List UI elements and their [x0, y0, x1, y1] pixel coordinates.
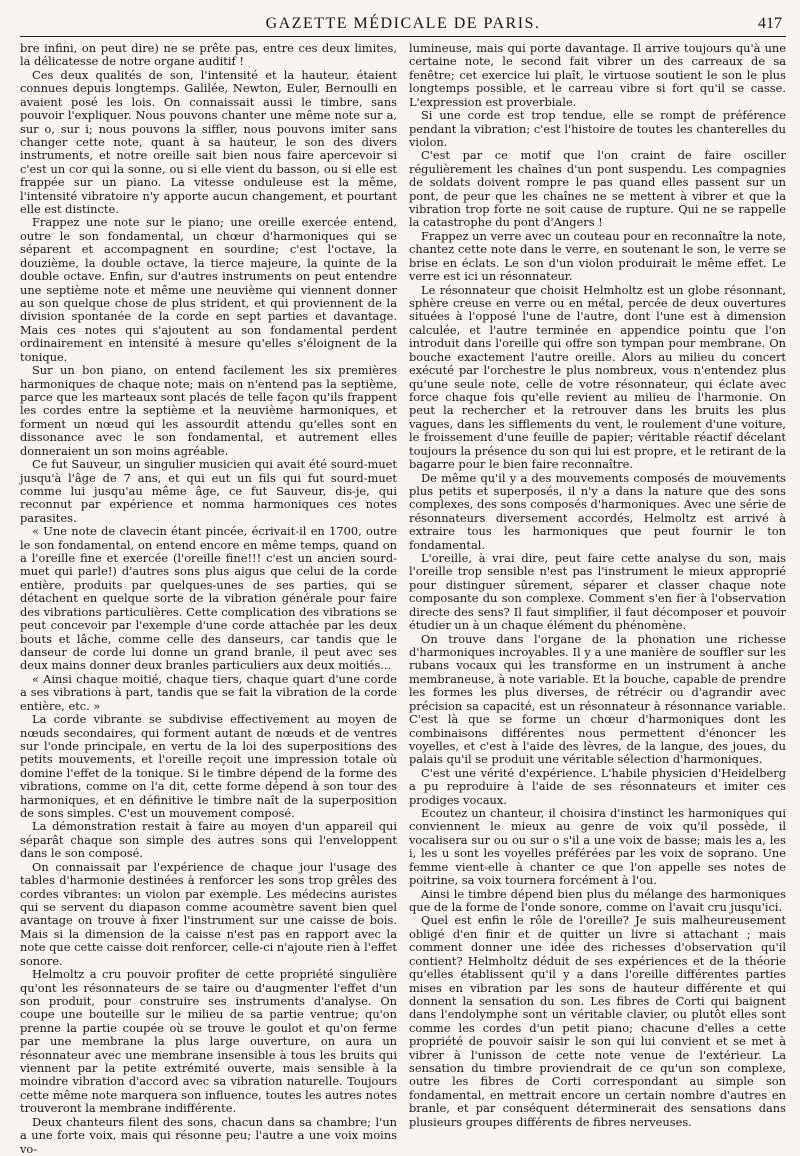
paragraph: « Ainsi chaque moitié, chaque tiers, chaque quart d'une corde a ses vibrations à part, tandis que se fait la vibration de la corde entière, etc. » [20, 671, 397, 713]
paragraph: C'est par ce motif que l'on craint de faire osciller régulièrement les chaînes d'un pont suspendu. Les compagnies de soldats doivent rompre le pas quand elles passent sur un pont, de peur que les chaînes ne se mettent à vibrer et que la vibration trop forte ne soit cause de rupture. Qui ne se rappelle la catastrophe du pont d'Angers ! [409, 148, 786, 230]
left-column [20, 41, 397, 1156]
paragraph: Ce fut Sauveur, un singulier musicien qui avait été sourd-muet jusqu'à l'âge de 7 ans, et qui eut un fils qui fut sourd-muet comme lui jusqu'au même âge, ce fut Sauveur, dis-je, qui reconnut par expérience et nomma harmoniques ces notes parasites. [20, 457, 397, 525]
page-number: 417 [758, 15, 782, 32]
paragraph: Ecoutez un chanteur, il choisira d'instinct les harmoniques qui conviennent le mieux au genre de voix qu'il possède, il vocalisera sur ou ou sur o s'il a une voix de basse; mais les a, les i, les u sont les voyelles préférées par les voix de soprano. Une femme vient-elle à chanter ce que l'on appelle ses notes de poitrine, sa voix tournera forcément à l'ou. [409, 806, 786, 888]
paragraph: L'oreille, à vrai dire, peut faire cette analyse du son, mais l'oreille trop sensible n'est pas l'instrument le mieux approprié pour distinguer sûrement, séparer et classer chaque note composante du son complexe. Comment s'en fier à l'observation directe des sens? Il faut simplifier, il faut décomposer et pouvoir étudier un à un chaque élément du phénomène. [409, 551, 786, 633]
paragraph: Ces deux qualités de son, l'intensité et la hauteur, étaient connues depuis longtemps. Galilée, Newton, Euler, Bernoulli en avaient posé les lois. On connaissait aussi le timbre, sans pouvoir l'expliquer. Nous pouvons chanter une même note sur a, sur o, sur i; nous pouvons la siffler, nous pouvons imiter sans changer cette note, quant à sa hauteur, le son des divers instruments, et notre oreille sait bien nous faire apercevoir si c'est un cor qui la sonne, ou si elle vient du basson, ou si elle est frappée sur un piano. La vitesse onduleuse est la même, l'intensité vibratoire n'y apporte aucun changement, et pourtant elle est distincte. [20, 67, 397, 217]
paragraph: Quel est enfin le rôle de l'oreille? Je suis malheureusement obligé d'en finir et de quitter un livre si attachant ; mais comment donner une idée des richesses d'observation qu'il contient? Helmholtz déduit de ses expériences et de la théorie qu'elles établissent qu'il y a dans l'oreille différentes parties mises en vibration par les sons de hauteur différente et qui donnent la sensation du son. Les fibres de Corti qui baignent dans l'endolymphe sont un véritable clavier, ou plutôt elles sont comme les cordes d'un petit piano; chacune d'elles a cette propriété de pouvoir saisir le son qui lui convient et se met à vibrer à l'unisson de cette note venue de l'extérieur. La sensation du timbre proviendrait de ce qu'un son complexe, outre les fibres de Corti correspondant au simple son fondamental, en mettrait encore un certain nombre d'autres en branle, et par conséquent déterminerait des sensations dans plusieurs groupes différents de fibres nerveuses. [409, 913, 786, 1129]
paragraph: Le résonnateur que choisit Helmholtz est un globe résonnant, sphère creuse en verre ou en métal, percée de deux ouvertures situées à l'opposé l'une de l'autre, dont l'une est à dimension calculée, et l'autre terminée en appendice pointu que l'on introduit dans l'oreille qui offre son tympan pour membrane. On bouche exactement l'autre oreille. Alors au milieu du concert exécuté par l'orchestre le plus nombreux, vous n'entendez plus qu'une seule note, celle de votre résonnateur, qui éclate avec force chaque fois qu'elle revient au milieu de l'harmonie. On peut la rechercher et la retrouver dans les bruits les plus vagues, dans les sifflements du vent, le roulement d'une voiture, le froissement d'une feuille de papier; véritable réactif décelant toujours la présence du son qui lui est propre, et le retirant de la bagarre pour le bien faire reconnaître. [409, 282, 786, 472]
paragraph: bre infini, on peut dire) ne se prête pas, entre ces deux limites, la délicatesse de notre organe auditif ! [20, 41, 397, 69]
paragraph: La corde vibrante se subdivise effectivement au moyen de nœuds secondaires, qui forment autant de nœuds et de ventres sur l'onde principale, en vertu de la loi des superpositions des petits mouvements, et l'oreille reçoit une impression totale où domine l'effet de la tonique. Si le timbre dépend de la forme des vibrations, comme on l'a dit, cette forme dépend à son tour des harmoniques, et en définitive le timbre naît de la superposition de sons simples. C'est un mouvement composé. [20, 712, 397, 821]
page-header [20, 14, 786, 37]
paragraph: La démonstration restait à faire au moyen d'un appareil qui séparât chaque son simple des autres sons qui l'enveloppent dans le son composé. [20, 819, 397, 861]
journal-title: GAZETTE MÉDICALE DE PARIS. [265, 15, 541, 32]
paragraph: Deux chanteurs filent des sons, chacun dans sa chambre; l'un a une forte voix, mais qui résonne peu; l'autre a une voix moins vo- [20, 1114, 397, 1156]
paragraph: Frappez un verre avec un couteau pour en reconnaître la note, chantez cette note dans le verre, en soutenant le son, le verre se brise en éclats. Le son d'un violon produirait le même effet. Le verre est ici un résonnateur. [409, 228, 786, 284]
paragraph: Si une corde est trop tendue, elle se rompt de préférence pendant la vibration; c'est l'histoire de toutes les chanterelles du violon. [409, 108, 786, 149]
right-column [409, 41, 786, 1129]
paragraph: De même qu'il y a des mouvements composés de mouvements plus petits et superposés, il n'y a dans la nature que des sons complexes, des sons composés d'harmoniques. Avec une série de résonnateurs diversement accordés, Helmoltz est arrivé à extraire tous les harmoniques que peut fournir le ton fondamental. [409, 470, 786, 552]
paragraph: On trouve dans l'organe de la phonation une richesse d'harmoniques incroyables. Il y a une manière de souffler sur les rubans vocaux qui les transforme en un instrument à anche membraneuse, à note variable. Et la bouche, capable de prendre les formes les plus diverses, de rétrécir ou d'agrandir avec précision sa capacité, est un résonnateur à résonnance variable. C'est là que se forme un chœur d'harmoniques dont les combinaisons différentes nous permettent d'énoncer les voyelles, et c'est à l'aide des lèvres, de la langue, des joues, du palais qu'il se produit une véritable sélection d'harmoniques. [409, 631, 786, 767]
text-columns [20, 41, 786, 1156]
paragraph: C'est une vérité d'expérience. L'habile physicien d'Heidelberg a pu reproduire à l'aide de ses résonnateurs et imiter ces prodiges vocaux. [409, 765, 786, 807]
paragraph: « Une note de clavecin étant pincée, écrivait-il en 1700, outre le son fondamental, on entend encore en même temps, quand on a l'oreille fine et exercée (l'oreille fine!!! c'est un ancien sourd-muet qui parle!) d'autres sons plus aigus que celui de la corde entière, produits par quelques-unes de ses parties, qui se détachent en quelque sorte de la vibration générale pour faire des vibrations particulières. Cette complication des vibrations se peut concevoir par l'exemple d'une corde attachée par les deux bouts et lâche, comme celle des danseurs, car tandis que le danseur de corde lui donne un grand branle, il peut avec ses deux mains donner deux branles particuliers aux deux moitiés... [20, 524, 397, 673]
paragraph: Helmoltz a cru pouvoir profiter de cette propriété singulière qu'ont les résonnateurs de se taire ou d'augmenter l'effet d'un son produit, pour construire ses instruments d'analyse. On coupe une bouteille sur le milieu de sa partie ventrue; qu'on prenne la partie coupée où se trouve le goulot et qu'on ferme par une membrane la plus large ouverture, on aura un résonnateur avec une membrane insensible à tous les bruits qui viennent par la petite extrémité ouverte, mais sensible à la moindre vibration d'accord avec sa vibration naturelle. Toujours cette même note marquera son influence, toutes les autres notes trouveront la membrane indifférente. [20, 967, 397, 1116]
paragraph: On connaissait par l'expérience de chaque jour l'usage des tables d'harmonie destinées à renforcer les sons trop grêles des cordes vibrantes: un violon par exemple. Les médecins auristes qui se servent du diapason comme acoumètre savent bien quel avantage on trouve à fixer l'instrument sur une caisse de bois. Mais si la dimension de la caisse n'est pas en rapport avec la note que cette caisse doit renforcer, celle-ci n'ajoute rien à l'effet sonore. [20, 859, 397, 968]
paragraph: Sur un bon piano, on entend facilement les six premières harmoniques de chaque note; mais on n'entend pas la septième, parce que les marteaux sont placés de telle façon qu'ils frappent les cordes entre la septième et la neuvième harmoniques, et forment un nœud qui les assourdit attendu qu'elles sont en dissonance avec le son fondamental, et autrement elles donneraient un son moins agréable. [20, 363, 397, 458]
paragraph: Ainsi le timbre dépend bien plus du mélange des harmoniques que de la forme de l'onde sonore, comme on l'avait cru jusqu'ici. [409, 886, 786, 914]
paragraph: lumineuse, mais qui porte davantage. Il arrive toujours qu'à une certaine note, le second fait vibrer un des carreaux de sa fenêtre; cet exercice lui plaît, le virtuose soutient le son le plus longtemps possible, et le carreau vibre si fort qu'il se casse. L'expression est proverbiale. [409, 41, 786, 109]
paragraph: Frappez une note sur le piano; une oreille exercée entend, outre le son fondamental, un chœur d'harmoniques qui se séparent et accompagnent en sourdine; c'est l'octave, la douzième, la double octave, la tierce majeure, la quinte de la double octave. Enfin, sur d'autres instruments on peut entendre une septième note et même une neuvième qui viennent donner au son quelque chose de plus strident, et qui proviennent de la division spontanée de la corde en sept parties et davantage. Mais ces notes qui s'ajoutent au son fondamental perdent ordinairement en intensité à mesure qu'elles s'éloignent de la tonique. [20, 215, 397, 364]
